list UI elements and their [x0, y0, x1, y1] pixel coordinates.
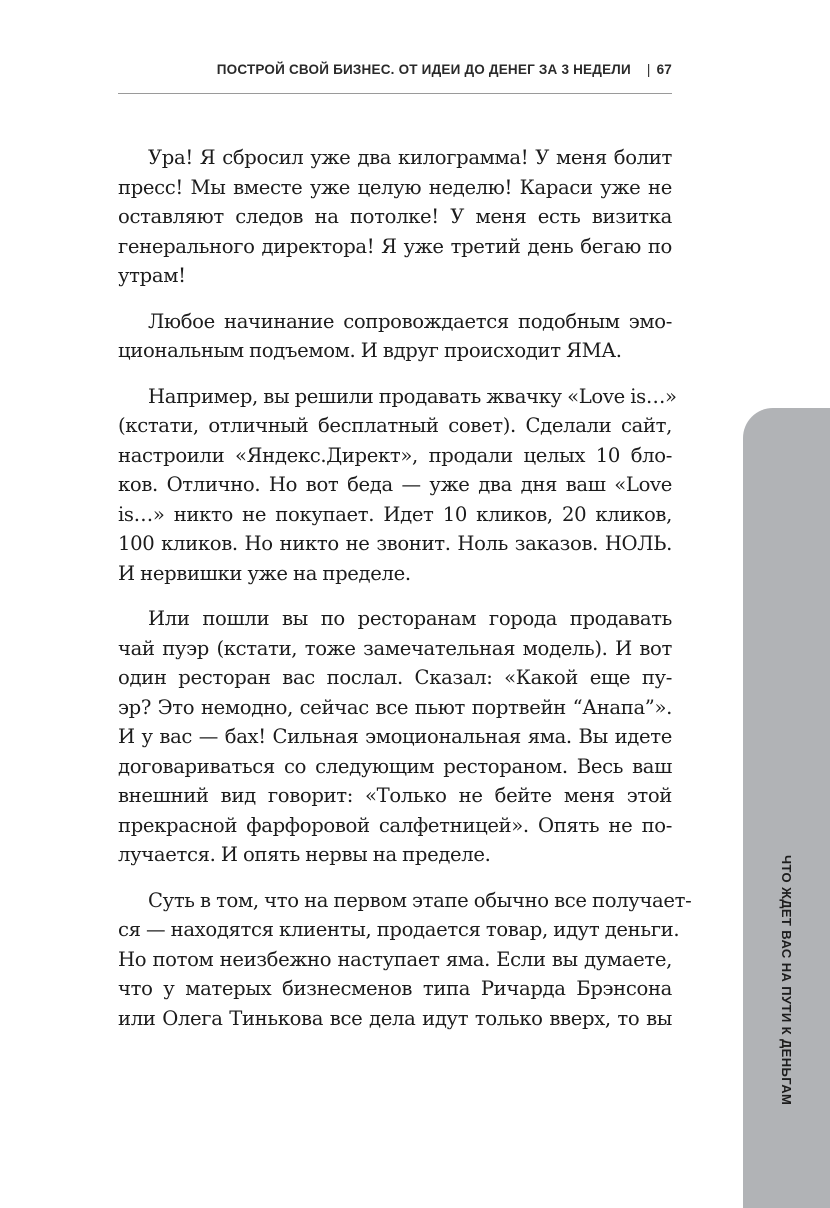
text-line: циональным подъемом. И вдруг происходит ЯМА.: [118, 339, 622, 362]
paragraph: [118, 382, 677, 589]
paragraph: [118, 307, 672, 366]
header-separator: |: [646, 62, 651, 77]
paragraph: [118, 143, 672, 291]
paragraph: [118, 886, 692, 1034]
text-line: Суть в том, что на первом этапе обычно все получает-: [148, 888, 692, 912]
text-line: генерального директора! Я уже третий день бегаю по: [118, 234, 672, 258]
book-title: ПОСТРОЙ СВОЙ БИЗНЕС. ОТ ИДЕИ ДО ДЕНЕГ ЗА 3 НЕДЕЛИ: [216, 62, 631, 77]
running-head: [118, 62, 672, 84]
text-line: Любое начинание сопровождается подобным эмо-: [148, 309, 672, 333]
text-line: пресс! Мы вместе уже целую неделю! Караси уже не: [118, 175, 672, 199]
text-line: внешний вид говорит: «Только не бейте меня этой: [118, 784, 672, 807]
text-line: настроили «Яндекс.Директ», продали целых 10 бло-: [118, 443, 672, 467]
text-line: ков. Отлично. Но вот беда — уже два дня ваш «Love: [118, 473, 672, 496]
text-line: оставляют следов на потолке! У меня есть визитка: [118, 205, 672, 228]
text-line: И нервишки уже на пределе.: [118, 561, 411, 585]
header-rule: [118, 93, 672, 94]
text-line: чай пуэр (кстати, тоже замечательная модель). И вот: [118, 636, 672, 660]
text-line: ся — находятся клиенты, продается товар, идут деньги.: [118, 918, 680, 941]
text-line: Или пошли вы по ресторанам города продавать: [148, 607, 672, 630]
text-line: лучается. И опять нервы на пределе.: [118, 843, 491, 866]
text-line: утрам!: [118, 264, 186, 287]
page-number: 67: [656, 62, 672, 77]
text-line: Но потом неизбежно наступает яма. Если вы думаете,: [118, 947, 672, 971]
text-line: эр? Это немодно, сейчас все пьют портвейн “Анапа”».: [118, 695, 672, 719]
text-line: Например, вы решили продавать жвачку «Love is…»: [148, 384, 677, 408]
chapter-tab-label: ЧТО ЖДЕТ ВАС НА ПУТИ К ДЕНЬГАМ: [779, 855, 794, 1106]
text-line: или Олега Тинькова все дела идут только вверх, то вы: [118, 1006, 672, 1030]
text-line: Ура! Я сбросил уже два килограмма! У меня болит: [148, 146, 672, 169]
text-line: 100 кликов. Но никто не звонит. Ноль заказов. НОЛЬ.: [118, 532, 672, 555]
text-line: (кстати, отличный бесплатный совет). Сделали сайт,: [118, 414, 672, 437]
paragraph: [118, 604, 672, 870]
text-line: прекрасной фарфоровой салфетницей». Опять не по-: [118, 813, 672, 837]
text-line: И у вас — бах! Сильная эмоциональная яма. Вы идете: [118, 725, 672, 748]
text-line: договариваться со следующим рестораном. Весь ваш: [118, 754, 672, 778]
body-text: [118, 143, 692, 1049]
text-line: один ресторан вас послал. Сказал: «Какой еще пу-: [118, 666, 672, 689]
text-line: что у матерых бизнесменов типа Ричарда Брэнсона: [118, 977, 672, 1000]
text-line: is…» никто не покупает. Идет 10 кликов, 20 кликов,: [118, 502, 672, 526]
